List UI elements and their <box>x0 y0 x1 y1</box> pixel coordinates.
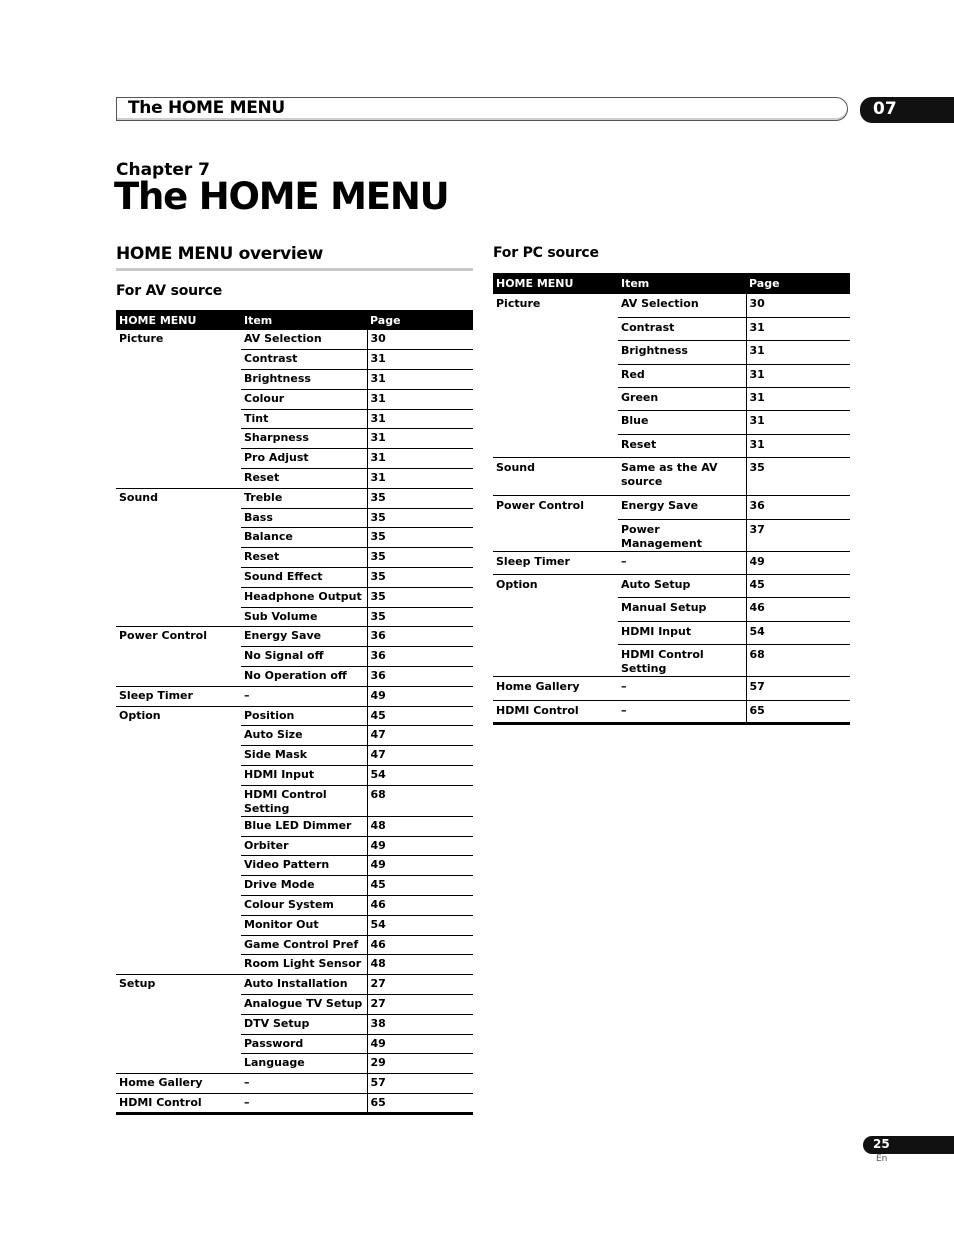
page-cell: 30 <box>746 294 850 317</box>
item-cell: Pro Adjust <box>241 449 367 469</box>
page-cell: 65 <box>746 700 850 723</box>
page-cell: 27 <box>367 995 473 1015</box>
menu-cell: Setup <box>116 975 241 1074</box>
page-cell: 49 <box>367 686 473 706</box>
page-cell: 49 <box>367 856 473 876</box>
table-row <box>116 706 473 726</box>
table-header-row <box>493 273 850 294</box>
page-cell: 68 <box>367 785 473 816</box>
page-cell: 31 <box>367 389 473 409</box>
item-cell: DTV Setup <box>241 1014 367 1034</box>
page-cell: 54 <box>367 915 473 935</box>
page-cell: 30 <box>367 330 473 350</box>
item-cell: Sound Effect <box>241 568 367 588</box>
item-cell: Blue <box>618 411 746 434</box>
page-cell: 31 <box>746 341 850 364</box>
item-cell: Red <box>618 364 746 387</box>
page-cell: 45 <box>367 876 473 896</box>
menu-cell: Option <box>116 706 241 975</box>
item-cell: Video Pattern <box>241 856 367 876</box>
page-cell: 48 <box>367 816 473 836</box>
page-cell: 54 <box>367 766 473 786</box>
page-cell: 46 <box>746 598 850 621</box>
item-cell: Analogue TV Setup <box>241 995 367 1015</box>
section-divider <box>116 268 473 271</box>
item-cell: – <box>618 551 746 574</box>
page-cell: 36 <box>367 627 473 647</box>
page-cell: 36 <box>746 496 850 519</box>
item-cell: Contrast <box>618 317 746 340</box>
item-cell: Drive Mode <box>241 876 367 896</box>
item-cell: Language <box>244 1056 305 1070</box>
table-row <box>116 686 473 706</box>
item-cell: Room Light Sensor <box>244 957 362 971</box>
page-cell: 49 <box>367 1034 473 1054</box>
page-cell: 47 <box>367 746 473 766</box>
item-cell: No Signal off <box>241 647 367 667</box>
menu-cell: HDMI Control <box>493 700 618 723</box>
item-cell: Treble <box>241 488 367 508</box>
menu-cell: Sleep Timer <box>493 551 618 574</box>
page-cell: 31 <box>367 429 473 449</box>
header-title: The HOME MENU <box>128 98 285 118</box>
page-cell: 48 <box>367 955 473 975</box>
column-header-menu: HOME MENU <box>116 310 241 330</box>
page-cell: 54 <box>746 621 850 644</box>
page-cell: 35 <box>367 568 473 588</box>
item-cell: Energy Save <box>241 627 367 647</box>
pc-source-heading: For PC source <box>493 245 599 261</box>
item-cell: – <box>618 677 746 700</box>
menu-cell: Home Gallery <box>493 677 618 700</box>
item-cell: Password <box>241 1034 367 1054</box>
av-source-heading: For AV source <box>116 283 223 299</box>
item-cell: Colour <box>241 389 367 409</box>
table-row <box>116 488 473 508</box>
section-title: HOME MENU overview <box>116 244 324 264</box>
page-cell: 35 <box>367 607 473 627</box>
table-row <box>493 458 850 496</box>
item-cell: Balance <box>241 528 367 548</box>
page-cell: 35 <box>367 548 473 568</box>
item-cell: – <box>241 686 367 706</box>
item-cell: Colour System <box>241 896 367 916</box>
page-cell: 57 <box>367 1074 473 1094</box>
column-header-item: Item <box>241 310 367 330</box>
page-cell: 35 <box>367 587 473 607</box>
item-cell: Position <box>241 706 367 726</box>
table-row <box>493 700 850 723</box>
item-cell: AV Selection <box>241 330 367 350</box>
av-source-table <box>116 310 473 1115</box>
table-row <box>493 551 850 574</box>
column-header-item: Item <box>618 273 746 294</box>
page-cell: 68 <box>746 645 850 677</box>
item-cell: HDMI Control Setting <box>241 785 367 816</box>
column-header-menu: HOME MENU <box>493 273 618 294</box>
table-row <box>493 677 850 700</box>
item-cell: – <box>618 700 746 723</box>
item-cell: Auto Setup <box>618 575 746 598</box>
table-row <box>116 1093 473 1113</box>
item-cell: No Operation off <box>244 669 347 683</box>
item-cell: Same as the AV source <box>618 458 746 496</box>
menu-cell: Sound <box>493 458 618 496</box>
page-cell: 35 <box>367 508 473 528</box>
item-cell: HDMI Control Setting <box>621 648 704 676</box>
page-cell: 45 <box>367 706 473 726</box>
page-cell: 35 <box>746 458 850 496</box>
item-cell: HDMI Input <box>241 766 367 786</box>
page-cell: 31 <box>367 350 473 370</box>
item-cell: Brightness <box>618 341 746 364</box>
menu-cell: Home Gallery <box>116 1074 241 1094</box>
chapter-title: The HOME MENU <box>114 175 449 218</box>
table-row <box>493 294 850 317</box>
page-cell: 27 <box>367 975 473 995</box>
page-cell: 31 <box>746 364 850 387</box>
page-cell: 31 <box>746 434 850 457</box>
menu-cell: Picture <box>496 297 541 310</box>
page-cell: 35 <box>367 488 473 508</box>
chapter-tab-number: 07 <box>873 99 897 119</box>
item-cell: Reset <box>244 471 280 485</box>
menu-cell: Power Control <box>493 496 618 551</box>
page-cell: 36 <box>367 667 473 687</box>
page-cell: 31 <box>367 449 473 469</box>
item-cell: Sub Volume <box>244 609 318 623</box>
menu-cell: HDMI Control <box>116 1093 241 1113</box>
page-number: 25 <box>873 1137 890 1151</box>
table-row <box>493 496 850 519</box>
page-cell: 31 <box>367 370 473 390</box>
item-cell: Contrast <box>241 350 367 370</box>
page-cell: 49 <box>746 551 850 574</box>
item-cell: Green <box>618 388 746 411</box>
item-cell: – <box>241 1093 367 1113</box>
page-cell: 65 <box>367 1093 473 1113</box>
page-language: En <box>876 1154 888 1164</box>
menu-cell: Sleep Timer <box>116 686 241 706</box>
table-row <box>493 575 850 598</box>
item-cell: Auto Installation <box>241 975 367 995</box>
item-cell: Sharpness <box>241 429 367 449</box>
table-row <box>116 975 473 995</box>
page-cell: 31 <box>367 469 473 489</box>
item-cell: Orbiter <box>241 836 367 856</box>
column-header-page: Page <box>746 273 850 294</box>
menu-cell: Option <box>493 575 618 677</box>
item-cell: – <box>241 1074 367 1094</box>
menu-cell: Power Control <box>116 627 241 686</box>
page-cell: 38 <box>367 1014 473 1034</box>
table-row <box>116 330 473 350</box>
item-cell: Tint <box>241 409 367 429</box>
pc-source-table <box>493 273 850 725</box>
item-cell: Reset <box>621 437 657 451</box>
page-cell: 49 <box>367 836 473 856</box>
column-header-page: Page <box>367 310 473 330</box>
page-cell: 35 <box>367 528 473 548</box>
item-cell: Side Mask <box>241 746 367 766</box>
table-header-row <box>116 310 473 330</box>
menu-cell: Picture <box>119 332 164 345</box>
table-row <box>116 1074 473 1094</box>
item-cell: HDMI Input <box>618 621 746 644</box>
item-cell: Auto Size <box>241 726 367 746</box>
page-cell: 45 <box>746 575 850 598</box>
page-cell: 46 <box>367 896 473 916</box>
menu-cell: Sound <box>116 488 241 627</box>
item-cell: AV Selection <box>618 294 746 317</box>
page-cell: 31 <box>746 317 850 340</box>
page-cell: 47 <box>367 726 473 746</box>
item-cell: Bass <box>241 508 367 528</box>
item-cell: Monitor Out <box>241 915 367 935</box>
page-cell: 36 <box>367 647 473 667</box>
item-cell: Power Management <box>621 522 702 550</box>
page-cell: 29 <box>367 1054 473 1074</box>
chapter-label: Chapter 7 <box>116 160 211 180</box>
item-cell: Blue LED Dimmer <box>241 816 367 836</box>
table-row <box>116 627 473 647</box>
item-cell: Energy Save <box>618 496 746 519</box>
item-cell: Brightness <box>241 370 367 390</box>
item-cell: Headphone Output <box>241 587 367 607</box>
page-cell: 46 <box>367 935 473 955</box>
item-cell: Reset <box>241 548 367 568</box>
page-cell: 57 <box>746 677 850 700</box>
item-cell: Game Control Pref <box>241 935 367 955</box>
page-cell: 31 <box>367 409 473 429</box>
item-cell: Manual Setup <box>618 598 746 621</box>
page-cell: 31 <box>746 388 850 411</box>
page-cell: 37 <box>746 519 850 551</box>
page-cell: 31 <box>746 411 850 434</box>
